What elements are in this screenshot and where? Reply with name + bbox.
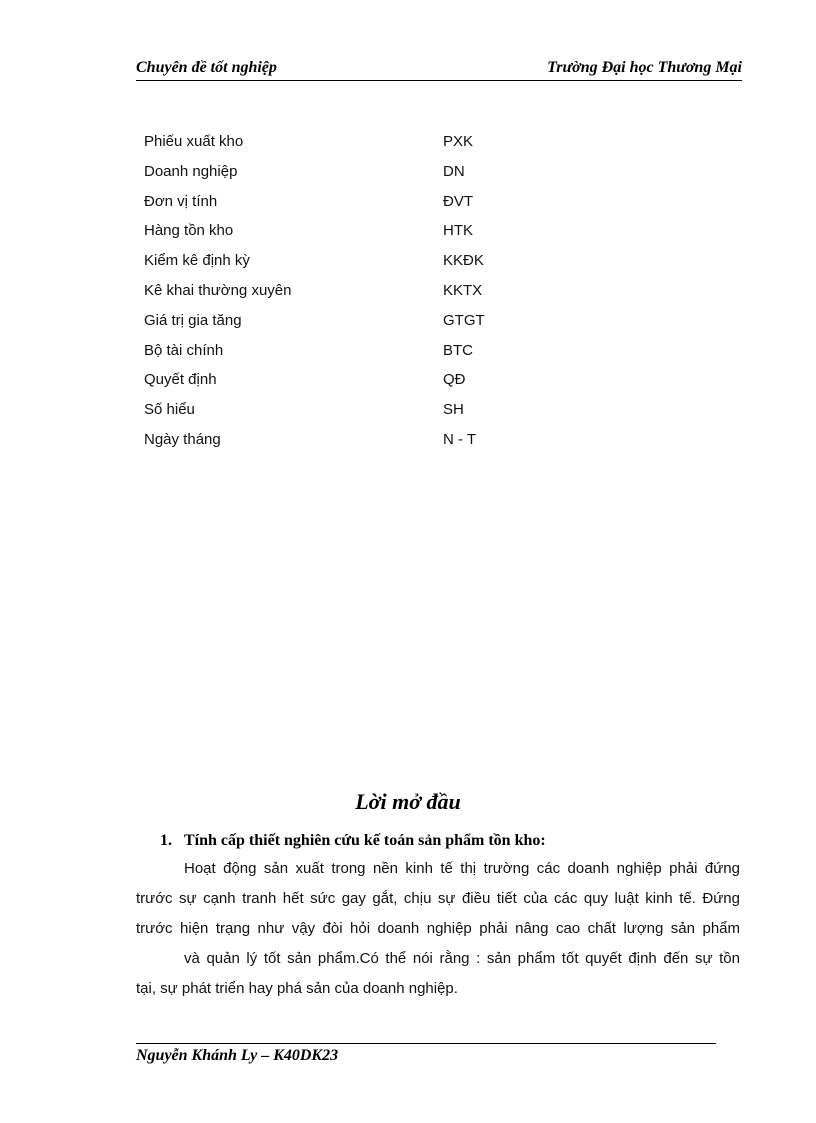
abbreviation-term: Kiểm kê định kỳ — [144, 252, 250, 270]
abbreviation-row — [144, 430, 544, 460]
abbreviation-code: QĐ — [443, 371, 466, 389]
abbreviation-term: Quyết định — [144, 371, 217, 389]
abbreviation-code: DN — [443, 162, 465, 180]
abbreviation-row — [144, 370, 544, 400]
paragraph-line: và quản lý tốt sản phẩm.Có thể nói rằng : sản phẩm tốt quyết định đến sự tồn — [184, 950, 740, 967]
abbreviation-term: Bộ tài chính — [144, 341, 224, 359]
numbered-heading — [160, 832, 546, 850]
paragraph-line: trước sự cạnh tranh hết sức gay gắt, chịu sự điều tiết của các quy luật kinh tế. Đứng — [136, 890, 740, 907]
abbreviation-row — [144, 162, 544, 192]
abbreviation-code: GTGT — [443, 311, 485, 329]
abbreviation-code: N - T — [443, 430, 477, 448]
abbreviation-code: BTC — [443, 341, 473, 359]
heading-text: Tính cấp thiết nghiên cứu kế toán sản phẩm tồn kho: — [184, 832, 546, 849]
page-footer-author: Nguyễn Khánh Ly – K40DK23 — [136, 1047, 339, 1064]
abbreviation-code: KKTX — [443, 281, 483, 299]
abbreviation-row — [144, 192, 544, 222]
heading-number: 1. — [160, 832, 172, 849]
abbreviation-row — [144, 281, 544, 311]
abbreviation-term: Giá trị gia tăng — [144, 311, 242, 329]
paragraph-line: trước hiện trạng như vậy đòi hỏi doanh nghiệp phải nâng cao chất lượng sản phẩm — [136, 920, 740, 937]
abbreviation-term: Kê khai thường xuyên — [144, 281, 292, 299]
abbreviation-row — [144, 400, 544, 430]
section-title: Lời mở đầu — [355, 789, 461, 814]
intro-paragraph — [136, 860, 740, 1010]
abbreviation-row — [144, 251, 544, 281]
abbreviation-row — [144, 341, 544, 371]
paragraph-line: Hoạt động sản xuất trong nền kinh tế thị trường các doanh nghiệp phải đứng — [184, 860, 740, 877]
abbreviation-code: SH — [443, 401, 464, 419]
abbreviation-term: Ngày tháng — [144, 430, 221, 448]
header-left-text: Chuyên đề tốt nghiệp — [136, 59, 277, 76]
abbreviation-term: Số hiểu — [144, 401, 195, 419]
abbreviation-code: KKĐK — [443, 252, 484, 270]
abbreviation-row — [144, 132, 544, 162]
abbreviation-term: Doanh nghiệp — [144, 162, 238, 180]
abbreviation-code: PXK — [443, 133, 474, 150]
abbreviation-row — [144, 311, 544, 341]
abbreviation-term: Hàng tồn kho — [144, 222, 234, 240]
header-right-text: Trường Đại học Thương Mại — [547, 59, 742, 76]
paragraph-line: tại, sự phát triển hay phá sản của doanh nghiệp. — [136, 980, 458, 997]
abbreviation-row — [144, 221, 544, 251]
abbreviation-list — [144, 132, 544, 460]
abbreviation-term: Phiếu xuất kho — [144, 133, 244, 150]
abbreviation-code: ĐVT — [443, 192, 473, 210]
abbreviation-code: HTK — [443, 222, 473, 240]
page-header — [136, 56, 742, 81]
footer-divider — [136, 1043, 716, 1044]
abbreviation-term: Đơn vị tính — [144, 192, 218, 210]
